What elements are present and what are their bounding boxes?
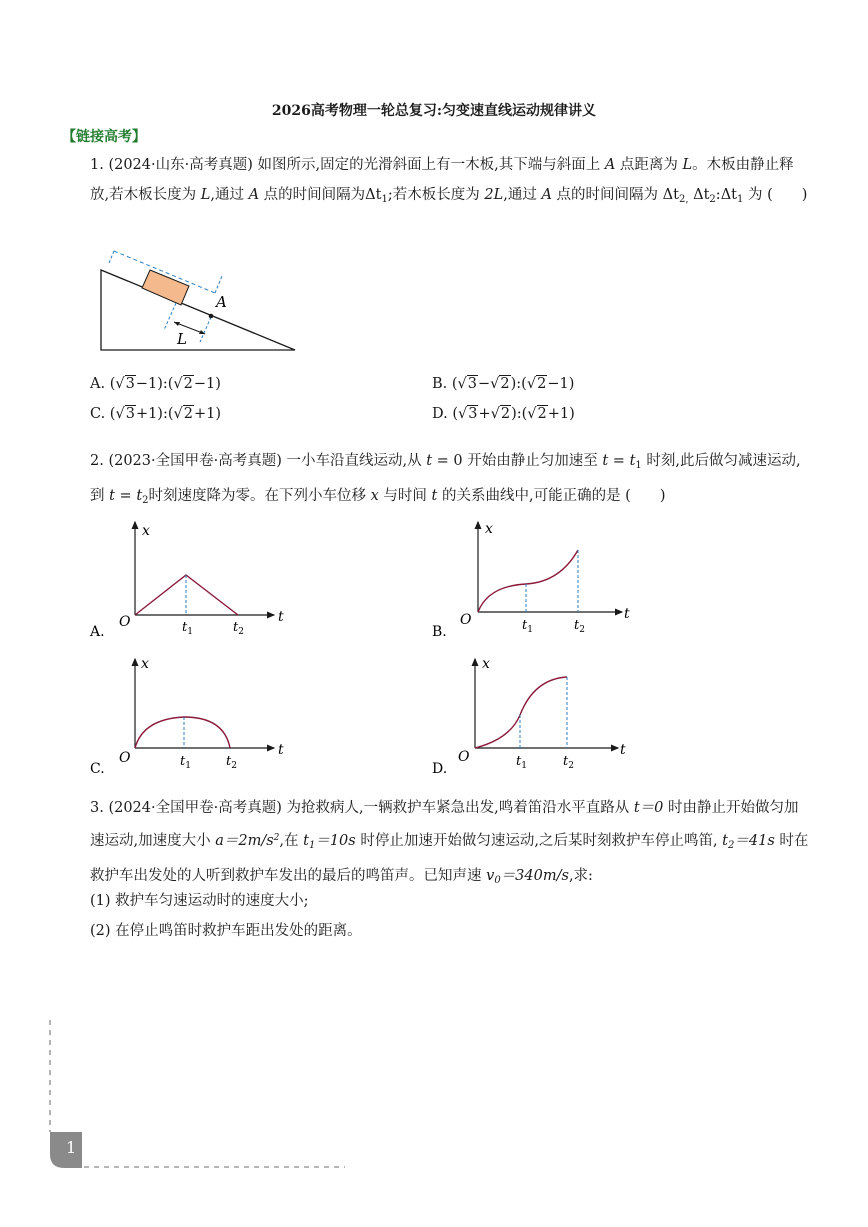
svg-text:t: t (278, 742, 284, 758)
q1-text: 如图所示,固定的光滑斜面上有一木板,其下端与斜面上 (257, 157, 601, 173)
q2-source: (2023·全国甲卷·高考真题) (108, 453, 282, 469)
svg-text:O: O (119, 750, 131, 766)
q3-text: 时在救护车出发处的人听到救护车发出的最后的鸣笛声。已知声速 (90, 833, 809, 884)
q1-text: ;若木板长度为 (387, 187, 480, 203)
q2-var: x (370, 488, 379, 504)
q3-eq: $a=2m/s^2$ (215, 833, 280, 849)
incline-figure (92, 250, 307, 360)
q2-text: 一小车沿直线运动,从 (286, 453, 422, 469)
svg-text:x: x (482, 656, 490, 672)
wood-block (142, 270, 189, 305)
page-number: 1 (66, 1138, 77, 1157)
label-l: L (177, 330, 187, 348)
svg-text:x: x (141, 656, 149, 672)
option-c[interactable]: C. (√3+1):(√2+1) (90, 406, 222, 422)
q1-source: (2024·山东·高考真题) (108, 157, 253, 173)
q1-var: L (200, 187, 211, 203)
q1-text: ,通过 (503, 187, 537, 203)
label-a: A (216, 293, 227, 311)
option-d[interactable]: D. (√3+√2):(√2+1) (432, 406, 575, 422)
q1-ratio: $\Delta t_2:\Delta t_1$ (693, 187, 744, 205)
q1-number: 1. (90, 157, 104, 173)
q2-var: t (431, 488, 438, 504)
q2-text: 与时间 (383, 488, 427, 504)
q3-eq: $t_2=41s$ (722, 833, 775, 851)
q2-eq: t (602, 453, 609, 469)
q2-text: 开始由静止匀加速至 (467, 453, 598, 469)
q3-text: 时由静止开始做匀加速运动,加速度大小 (90, 800, 799, 849)
dashed-line (109, 251, 114, 263)
q3-subquestion-2: (2) 在停止鸣笛时救护车距出发处的距离。 (90, 923, 362, 939)
q1-var: 2L (484, 187, 504, 203)
svg-text:t1: $t_1$ (182, 620, 193, 637)
x-t-curve (478, 550, 578, 612)
svg-text:t1: $t_1$ (522, 618, 533, 635)
svg-text:t: t (278, 609, 284, 625)
option-b[interactable]: B. (√3−√2):(√2−1) (432, 376, 575, 392)
q1-text: 点距离为 (619, 157, 678, 173)
q1-dt2: $\Delta t_{2,}$ (662, 187, 689, 205)
x-t-curve (475, 677, 567, 748)
q1-text: 。木板由静止释放,若木板长度为 (90, 157, 794, 203)
incline-triangle (101, 270, 295, 350)
q2-eq: t (109, 488, 115, 504)
svg-text:O: O (119, 614, 131, 630)
section-heading: 【链接高考】 (62, 129, 146, 145)
q1-var: L (682, 157, 693, 173)
svg-text:O: O (458, 749, 470, 765)
dashed-line (164, 303, 176, 330)
question-2: 2. (2023·全国甲卷·高考真题) 一小车沿直线运动,从 t = 0 开始由静止匀加速至 $t = t_1$ 时刻,此后做匀减速运动,到 $t = t_2$时刻速度降为零。在下列小车位移 x 与时间 t 的关系曲线中,可能正确的是 ( ) (90, 453, 801, 506)
q3-text: ,求: (568, 868, 593, 884)
q1-text: 点的时间间隔为 (556, 187, 659, 203)
q3-text: 为抢救病人,一辆救护车紧急出发,鸣着笛沿水平直路从 (286, 800, 630, 816)
graph-b[interactable] (430, 518, 640, 642)
x-t-curve (135, 717, 230, 748)
q1-text: ,通过 (210, 187, 244, 203)
q1-dt1: $\Delta t_1$ (365, 187, 388, 205)
dashed-line (200, 317, 211, 342)
q3-eq: $v_0=340m/s$ (486, 868, 569, 886)
point-a (209, 314, 214, 319)
svg-text:t2: $t_2$ (226, 754, 237, 771)
q2-eq: t (426, 453, 433, 469)
svg-text:O: O (460, 612, 472, 628)
q3-text: 时停止加速开始做匀速运动,之后某时刻救护车停止鸣笛, (360, 833, 718, 849)
q3-source: (2024·全国甲卷·高考真题) (108, 800, 282, 816)
q3-number: 3. (90, 800, 104, 816)
svg-text:t2: $t_2$ (574, 618, 585, 635)
svg-text:t2: $t_2$ (563, 754, 574, 771)
graph-a[interactable] (88, 518, 298, 642)
svg-text:A.: A. (90, 624, 105, 640)
svg-text:t1: $t_1$ (180, 754, 191, 771)
svg-text:t: t (624, 606, 630, 622)
svg-text:D.: D. (432, 761, 448, 777)
q3-text: ,在 (279, 833, 299, 849)
graph-d[interactable] (430, 655, 640, 779)
q3-eq: t＝0 (633, 800, 664, 816)
svg-text:B.: B. (432, 624, 447, 640)
svg-text:t1: $t_1$ (516, 754, 527, 771)
svg-text:t2: $t_2$ (233, 620, 244, 637)
q1-text: 点的时间间隔为 (263, 187, 366, 203)
q1-text: 为 ( ) (747, 187, 808, 203)
q1-var: A (248, 187, 260, 203)
option-a[interactable]: A. (√3−1):(√2−1) (90, 376, 221, 392)
q3-eq: $t_1=10s$ (303, 833, 356, 851)
q2-text: 时刻,此后做匀减速运动,到 (90, 453, 801, 504)
graph-c[interactable] (88, 655, 298, 779)
q2-number: 2. (90, 453, 104, 469)
q3-subquestion-1: (1) 救护车匀速运动时的速度大小; (90, 893, 309, 909)
question-1 (90, 150, 810, 215)
page-title: 2026高考物理一轮总复习:匀变速直线运动规律讲义 (271, 103, 597, 119)
svg-text:x: x (485, 521, 493, 537)
svg-text:x: x (142, 523, 150, 539)
svg-text:t: t (620, 742, 626, 758)
dashed-line (215, 276, 222, 293)
q1-var: A (541, 187, 552, 203)
q2-text: 的关系曲线中,可能正确的是 ( ) (441, 488, 666, 504)
question-3 (90, 793, 810, 896)
q2-text: 时刻速度降为零。在下列小车位移 (148, 488, 367, 504)
q1-var: A (604, 157, 616, 173)
page-footer-decoration (40, 1020, 360, 1080)
svg-text:C.: C. (90, 761, 105, 777)
